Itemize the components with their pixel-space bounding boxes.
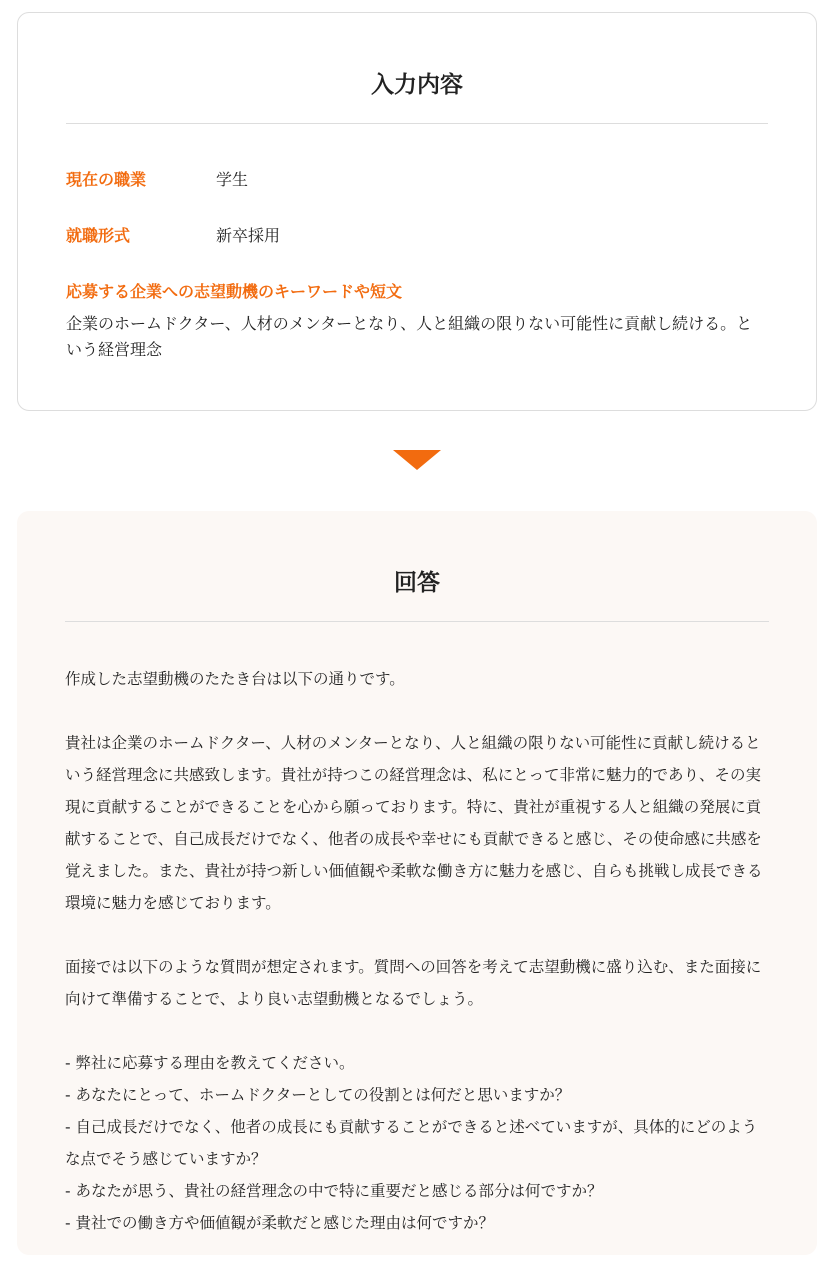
field-value-occupation: 学生 (216, 170, 249, 189)
input-summary-card (17, 12, 817, 411)
input-section-divider (66, 123, 768, 124)
field-label-employment-type: 就職形式 (66, 226, 131, 245)
field-label-motivation-keywords: 応募する企業への志望動機のキーワードや短文 (66, 282, 403, 301)
field-value-motivation-keywords: 企業のホームドクター、人材のメンターとなり、人と組織の限りない可能性に貢献し続ける。という経営理念 (66, 314, 753, 359)
answer-motivation-text: 貴社は企業のホームドクター、人材のメンターとなり、人と組織の限りない可能性に貢献し続けるという経営理念に共感致します。貴社が持つこの経営理念は、私にとって非常に魅力的であり、その実現に貢献することができることを心から願っております。特に、貴社が重視する人と組織の発展に貢献することで、自己成長だけでなく、他者の成長や幸せにも貢献できると感じ、その使命感に共感を覚えました。また、貴社が持つ新しい価値観や柔軟な働き方に魅力を感じ、自らも挑戦し成長できる環境に魅力を感じております。 (65, 734, 763, 912)
interview-question: - あなたにとって、ホームドクターとしての役割とは何だと思いますか？ (65, 1086, 571, 1104)
answer-section-divider (65, 621, 769, 622)
paragraph-gap (65, 1015, 769, 1047)
interview-question: - あなたが思う、貴社の経営理念の中で特に重要だと感じる部分は何ですか？ (65, 1182, 603, 1200)
interview-question: - 自己成長だけでなく、他者の成長にも貢献することができると述べていますが、具体的にどのような点でそう感じていますか？ (65, 1118, 758, 1168)
field-label-occupation: 現在の職業 (66, 170, 147, 189)
answer-body (65, 663, 769, 1239)
answer-section-title: 回答 (394, 570, 440, 596)
paragraph-gap (65, 695, 769, 727)
answer-interview-note: 面接では以下のような質問が想定されます。質問への回答を考えて志望動機に盛り込む、また面接に向けて準備することで、より良い志望動機となるでしょう。 (65, 958, 762, 1008)
answer-card (17, 511, 817, 1255)
interview-question: - 貴社での働き方や価値観が柔軟だと感じた理由は何ですか？ (65, 1214, 495, 1232)
input-section-title: 入力内容 (371, 72, 463, 98)
field-value-employment-type: 新卒採用 (216, 226, 281, 245)
triangle-down-icon (393, 450, 441, 470)
answer-intro: 作成した志望動機のたたき台は以下の通りです。 (65, 670, 405, 688)
paragraph-gap (65, 919, 769, 951)
interview-question: - 弊社に応募する理由を教えてください。 (65, 1054, 355, 1072)
